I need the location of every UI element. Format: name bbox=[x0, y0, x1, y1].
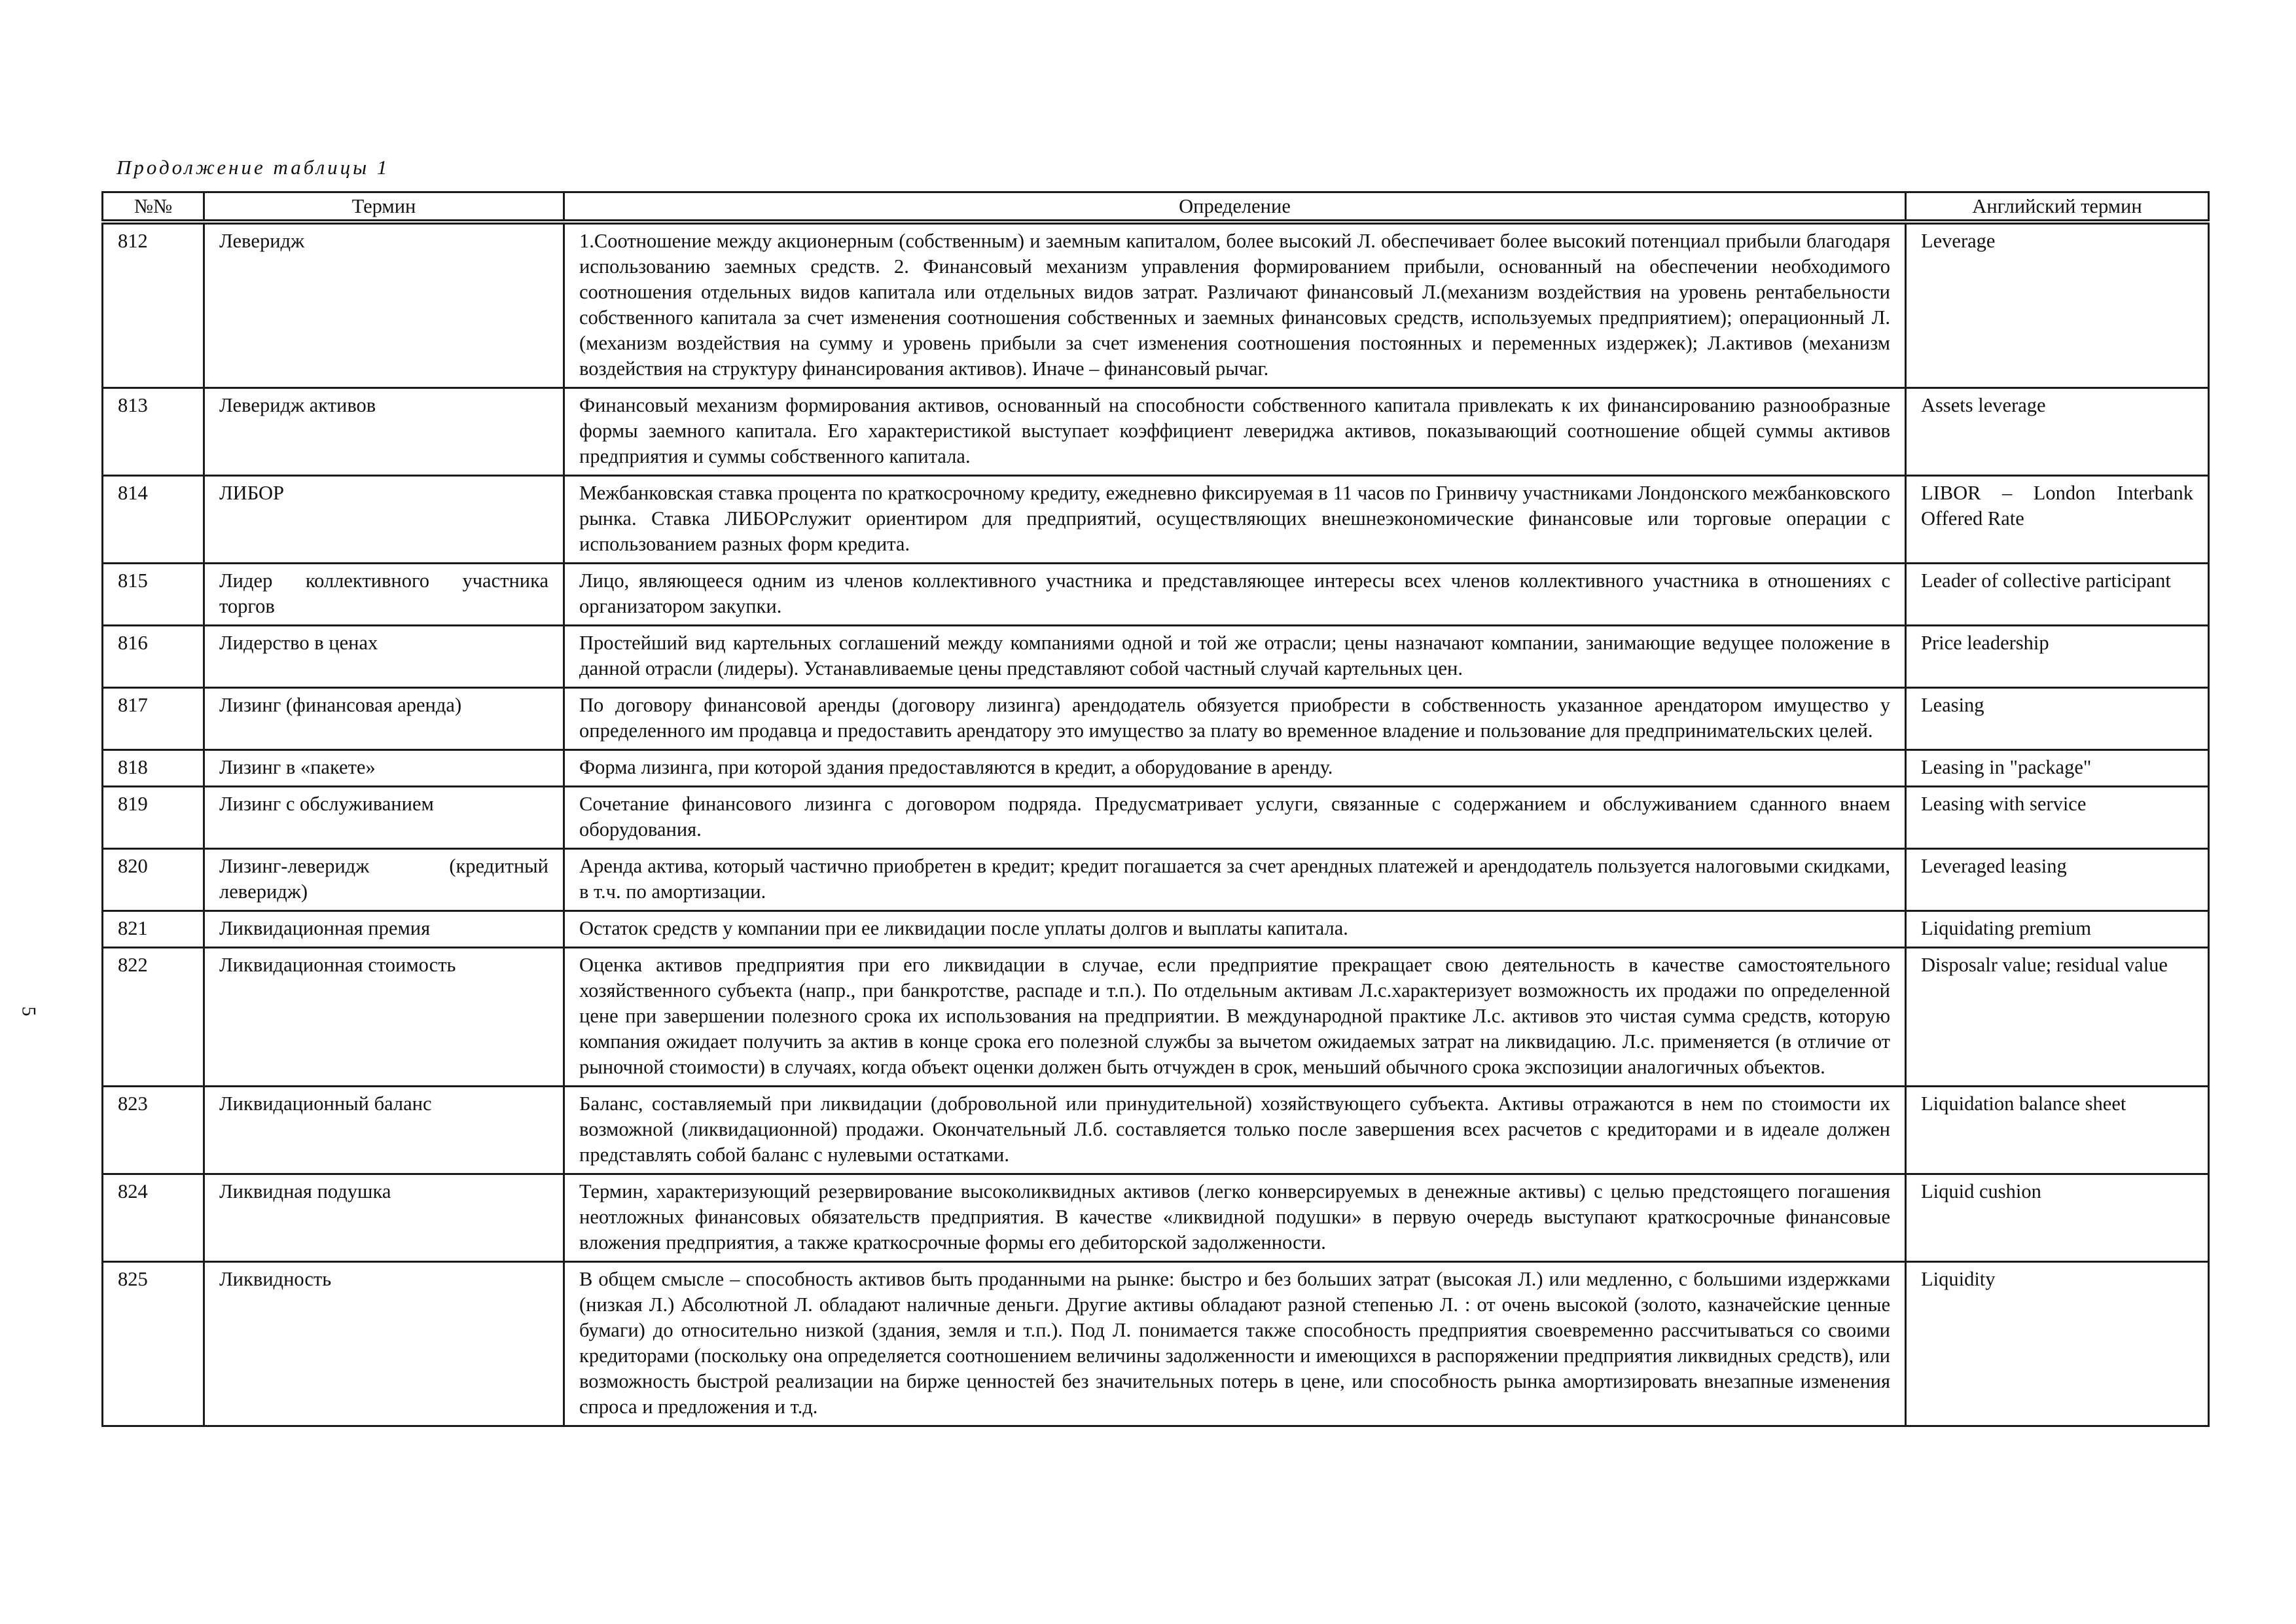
row-english-term: Leader of collective participant bbox=[1906, 564, 2209, 626]
row-term: Лизинг-левeридж (кредитный левeридж) bbox=[204, 849, 564, 911]
row-number: 818 bbox=[103, 750, 204, 787]
row-english-term: Price leadership bbox=[1906, 626, 2209, 688]
table-row bbox=[103, 222, 2209, 388]
table-row bbox=[103, 388, 2209, 476]
row-number: 820 bbox=[103, 849, 204, 911]
row-number: 825 bbox=[103, 1262, 204, 1426]
header-definition: Определение bbox=[564, 192, 1906, 223]
row-term: Левeридж bbox=[204, 222, 564, 388]
row-term: Ликвидационная стоимость bbox=[204, 948, 564, 1087]
row-term: Лизинг с обслуживанием bbox=[204, 787, 564, 849]
row-english-term: Leasing in "package" bbox=[1906, 750, 2209, 787]
row-number: 815 bbox=[103, 564, 204, 626]
table-row bbox=[103, 626, 2209, 688]
row-english-term: LIBOR – London Interbank Offered Rate bbox=[1906, 476, 2209, 564]
row-number: 814 bbox=[103, 476, 204, 564]
row-definition: Остаток средств у компании при ее ликвидации после уплаты долгов и выплаты капитала. bbox=[564, 911, 1906, 948]
row-definition: В общем смысле – способность активов быть проданными на рынке: быстро и без больших затрат (высокая Л.) или медленно, с большими издержками (низкая Л.) Абсолютной Л. обладают наличные деньги. Другие активы обладают разной степенью Л. : от очень высокой (золото, казначейские ценные бумаги) до относительно низкой (здания, земля и т.п.). Под Л. понимается также способность предприятия своевременно рассчитываться со своими кредиторами (поскольку она определяется соотношением величины задолженности и имеющихся в распоряжении предприятия ликвидных средств), или возможность быстрой реализации на бирже ценностей без значительных потерь в цене, или способность рынка амортизировать внезапные изменения спроса и предложения и т.д. bbox=[564, 1262, 1906, 1426]
row-english-term: Leasing with service bbox=[1906, 787, 2209, 849]
row-definition: Форма лизинга, при которой здания предоставляются в кредит, а оборудование в аренду. bbox=[564, 750, 1906, 787]
row-english-term: Liquidity bbox=[1906, 1262, 2209, 1426]
row-number: 824 bbox=[103, 1174, 204, 1262]
row-english-term: Liquidation balance sheet bbox=[1906, 1087, 2209, 1174]
row-english-term: Disposalr value; residual value bbox=[1906, 948, 2209, 1087]
row-english-term: Leveraged leasing bbox=[1906, 849, 2209, 911]
table-row bbox=[103, 1174, 2209, 1262]
table-row bbox=[103, 1087, 2209, 1174]
row-english-term: Liquidating premium bbox=[1906, 911, 2209, 948]
row-term: Ликвидационная премия bbox=[204, 911, 564, 948]
row-term: Ликвидная подушка bbox=[204, 1174, 564, 1262]
row-english-term: Assets leverage bbox=[1906, 388, 2209, 476]
row-number: 821 bbox=[103, 911, 204, 948]
row-term: Лидерство в ценах bbox=[204, 626, 564, 688]
row-definition: Оценка активов предприятия при его ликвидации в случае, если предприятие прекращает свою деятельность в качестве самостоятельного хозяйственного субъекта (напр., при банкротстве, распаде и т.п.). По отдельным активам Л.с.характеризует возможность их продажи по определенной цене при завершении полезного срока их использования на предприятии. В международной практике Л.с. активов это чистая сумма средств, которую компания ожидает получить за актив в конце срока его полезной службы за вычетом ожидаемых затрат на ликвидацию. Л.с. применяется (в отличие от рыночной стоимости) в случаях, когда объект оценки должен быть отчужден в срок, меньший обычного срока экспозиции аналогичных объектов. bbox=[564, 948, 1906, 1087]
table-body bbox=[103, 222, 2209, 1426]
header-row bbox=[103, 192, 2209, 223]
table-row bbox=[103, 564, 2209, 626]
table-row bbox=[103, 688, 2209, 750]
row-english-term: Leverage bbox=[1906, 222, 2209, 388]
header-english: Английский термин bbox=[1906, 192, 2209, 223]
table-caption: Продолжение таблицы 1 bbox=[117, 156, 390, 179]
table-row bbox=[103, 911, 2209, 948]
table-header bbox=[103, 192, 2209, 223]
row-definition: Межбанковская ставка процента по краткосрочному кредиту, ежедневно фиксируемая в 11 часов по Гринвичу участниками Лондонского межбанковского рынка. Ставка ЛИБОРслужит ориентиром для предприятий, осуществляющих внешнеэкономические финансовые или торговые операции с использованием разных форм кредита. bbox=[564, 476, 1906, 564]
row-number: 823 bbox=[103, 1087, 204, 1174]
row-number: 813 bbox=[103, 388, 204, 476]
row-term: Лизинг в «пакете» bbox=[204, 750, 564, 787]
header-term: Термин bbox=[204, 192, 564, 223]
row-number: 812 bbox=[103, 222, 204, 388]
row-english-term: Leasing bbox=[1906, 688, 2209, 750]
row-term: Ликвидационный баланс bbox=[204, 1087, 564, 1174]
row-definition: Лицо, являющееся одним из членов коллективного участника и представляющее интересы всех членов коллективного участника в отношениях с организатором закупки. bbox=[564, 564, 1906, 626]
row-number: 817 bbox=[103, 688, 204, 750]
row-term: Лизинг (финансовая аренда) bbox=[204, 688, 564, 750]
row-term: Левeридж активов bbox=[204, 388, 564, 476]
row-term: ЛИБОР bbox=[204, 476, 564, 564]
row-definition: Баланс, составляемый при ликвидации (добровольной или принудительной) хозяйствующего субъекта. Активы отражаются в нем по стоимости их возможной (ликвидационной) продажи. Окончательный Л.б. составляется только после завершения всех расчетов с кредиторами и в идеале должен представлять собой баланс с нулевыми остатками. bbox=[564, 1087, 1906, 1174]
row-term: Лидер коллективного участника торгов bbox=[204, 564, 564, 626]
page-number: 5 bbox=[18, 1006, 40, 1017]
row-definition: Аренда актива, который частично приобретен в кредит; кредит погашается за счет арендных платежей и арендодатель пользуется налоговыми скидками, в т.ч. по амортизации. bbox=[564, 849, 1906, 911]
row-definition: Термин, характеризующий резервирование высоколиквидных активов (легко конверсируемых в денежные активы) с целью предстоящего погашения неотложных финансовых обязательств предприятия. В качестве «ликвидной подушки» в первую очередь выступают краткосрочные финансовые вложения предприятия, а также краткосрочные формы его дебиторской задолженности. bbox=[564, 1174, 1906, 1262]
row-number: 819 bbox=[103, 787, 204, 849]
table-row bbox=[103, 948, 2209, 1087]
row-definition: Простейший вид картельных соглашений между компаниями одной и той же отрасли; цены назначают компании, занимающие ведущее положение в данной отрасли (лидеры). Устанавливаемые цены представляют собой частный случай картельных цен. bbox=[564, 626, 1906, 688]
row-term: Ликвидность bbox=[204, 1262, 564, 1426]
row-definition: Сочетание финансового лизинга с договором подряда. Предусматривает услуги, связанные с содержанием и обслуживанием сданного внаем оборудования. bbox=[564, 787, 1906, 849]
row-number: 816 bbox=[103, 626, 204, 688]
row-definition: Финансовый механизм формирования активов, основанный на способности собственного капитала привлекать к их финансированию разнообразные формы заемного капитала. Его характеристикой выступает коэффициент левериджа активов, показывающий соотношение общей суммы активов предприятия и суммы собственного капитала. bbox=[564, 388, 1906, 476]
header-num: №№ bbox=[103, 192, 204, 223]
row-definition: 1.Соотношение между акционерным (собственным) и заемным капиталом, более высокий Л. обеспечивает более высокий потенциал прибыли благодаря использованию заемных средств. 2. Финансовый механизм управления формированием прибыли, основанный на обеспечении необходимого соотношения отдельных видов капитала или отдельных видов затрат. Различают финансовый Л.(механизм воздействия на уровень рентабельности собственного капитала за счет изменения соотношения собственных и заемных финансовых средств, используемых предприятием); операционный Л.(механизм воздействия на сумму и уровень прибыли за счет изменения соотношения постоянных и переменных издержек); Л.активов (механизм воздействия на структуру финансирования активов). Иначе – финансовый рычаг. bbox=[564, 222, 1906, 388]
row-definition: По договору финансовой аренды (договору лизинга) арендодатель обязуется приобрести в собственность указанное арендатором имущество у определенного им продавца и предоставить арендатору это имущество за плату во временное владение и пользование для предпринимательских целей. bbox=[564, 688, 1906, 750]
table-row bbox=[103, 476, 2209, 564]
row-number: 822 bbox=[103, 948, 204, 1087]
table-row bbox=[103, 787, 2209, 849]
table-row bbox=[103, 1262, 2209, 1426]
glossary-table bbox=[101, 191, 2210, 1427]
table-row bbox=[103, 849, 2209, 911]
row-english-term: Liquid cushion bbox=[1906, 1174, 2209, 1262]
table-row bbox=[103, 750, 2209, 787]
